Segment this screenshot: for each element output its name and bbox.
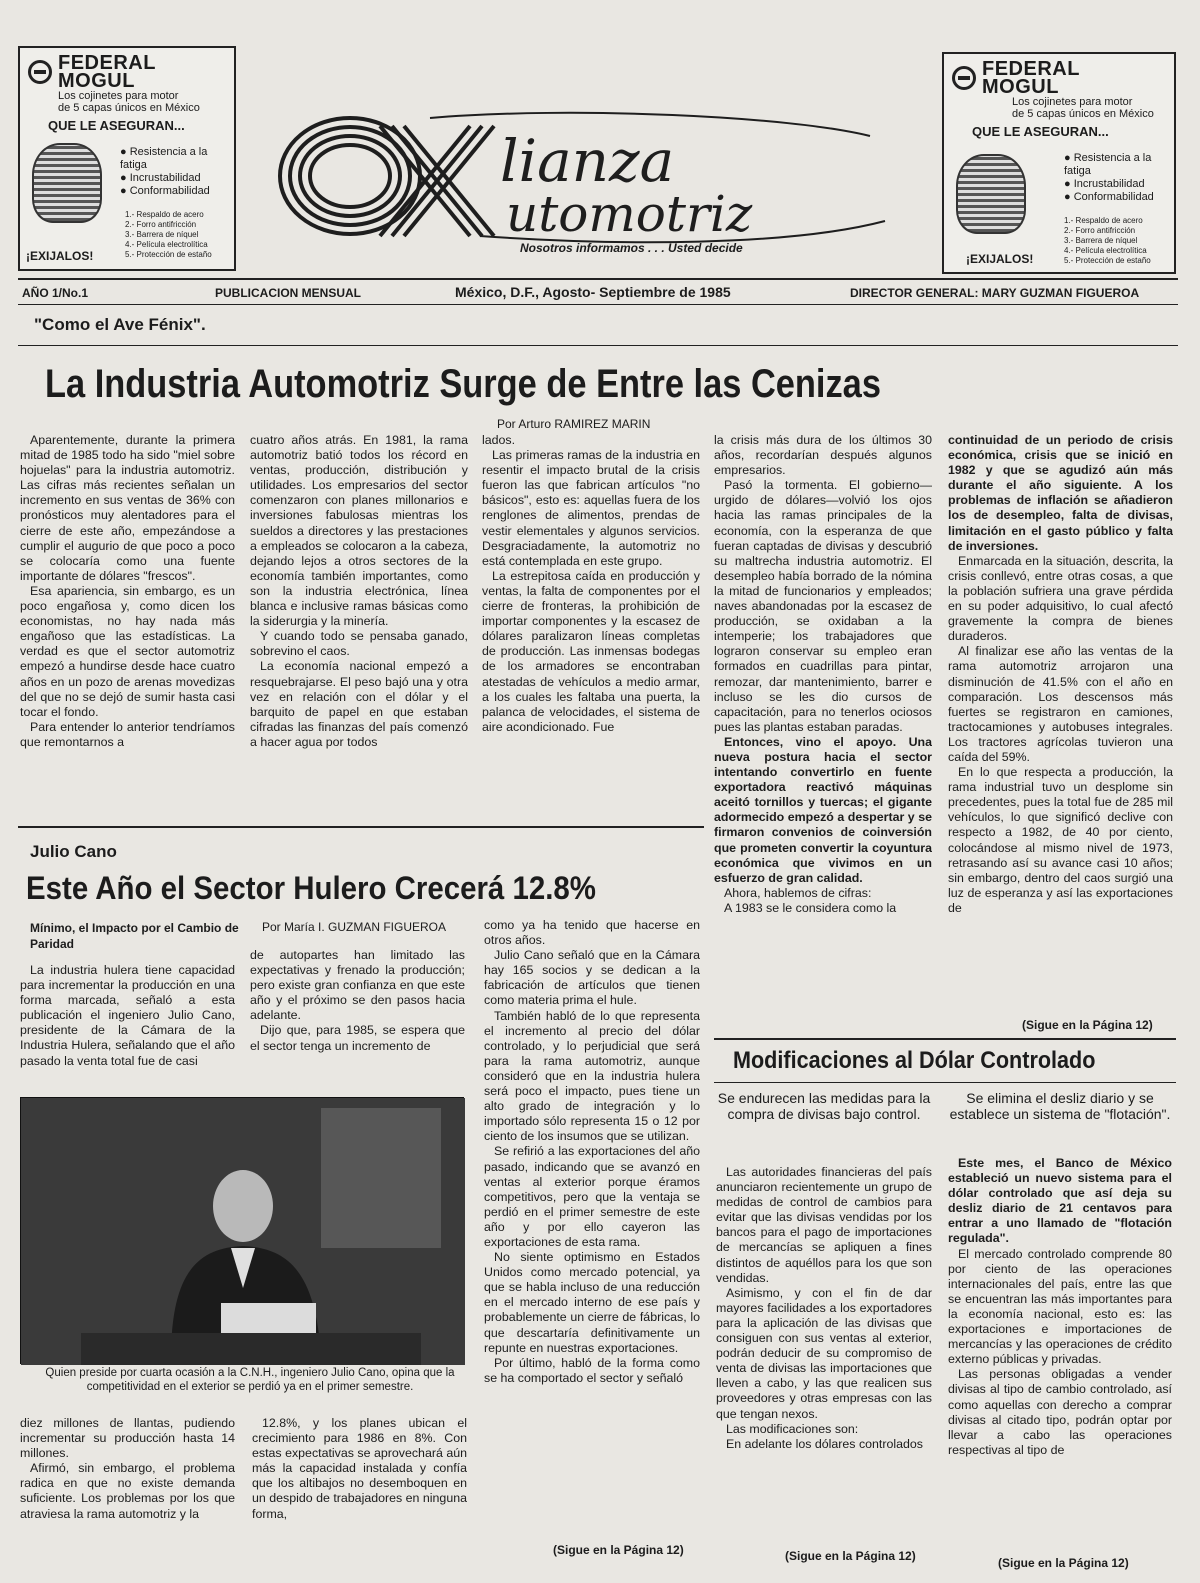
paragraph: diez millones de llantas, pudiendo incrementar su producción hasta 14 millones. <box>20 1416 235 1461</box>
third-top-rule <box>714 1038 1176 1040</box>
second-subhead: Mínimo, el Impacto por el Cambio de Paridad <box>30 921 239 951</box>
ad-feature: ● Incrustabilidad <box>120 172 225 185</box>
lead-column-1 <box>20 433 235 821</box>
ad-question: QUE LE ASEGURAN... <box>972 124 1109 139</box>
masthead-tagline: Nosotros informamos . . . Usted decide <box>520 241 743 255</box>
third-subhead-right: Se elimina el desliz diario y se establece un sistema de "flotación". <box>949 1090 1171 1122</box>
ad-brand-line1: FEDERAL <box>58 52 156 74</box>
paragraph: A 1983 se le considera como la <box>724 900 897 915</box>
paragraph: Este mes, el Banco de México estableció un nuevo sistema para el dólar controlado que así deja su desliz diario de 21 centavos para entrar a uno llamado de "flotación regulada". <box>948 1156 1172 1246</box>
ad-layer: 2.- Forro antifricción <box>1064 226 1136 235</box>
second-column-1b <box>20 1416 235 1566</box>
paragraph: Pasó la tormenta. El gobierno—urgido de dólares—volvió los ojos hacia las ramas principales de la economía, con la esperanza de que fueran captadas de divisas y descubrió su maltrecha industria automotriz. El desempleo había borrado de la nómina la mitad de funcionarios y empleados; naves abandonadas por la escasez de producción, se oxidaban a la intemperie; los trabajadores que lograron conservar su empleo eran formados en cuadrillas para pintar, remozar, dar mantenimiento, barrer e incluso se les dio cursos de capacitación, para no tenerlos ociosos pues las plantas estaban paradas. <box>714 478 932 734</box>
ad-tagline-2: de 5 capas únicos en México <box>1012 108 1154 120</box>
second-continued: (Sigue en la Página 12) <box>553 1543 684 1557</box>
ad-brand-line2: MOGUL <box>982 76 1059 98</box>
paragraph: Ahora, hablemos de cifras: <box>724 885 872 900</box>
ad-feature: ● Conformabilidad <box>1064 191 1169 204</box>
paragraph: Por último, habló de la forma como se ha comportado el sector y señaló <box>484 1355 700 1385</box>
paragraph: En adelante los dólares controlados <box>726 1436 924 1451</box>
ad-brand-line1: FEDERAL <box>982 58 1080 80</box>
director-credit: DIRECTOR GENERAL: MARY GUZMAN FIGUEROA <box>850 286 1140 300</box>
lead-column-3 <box>482 433 700 821</box>
ad-cta: ¡EXIJALOS! <box>26 249 94 263</box>
publication-frequency: PUBLICACION MENSUAL <box>215 286 361 300</box>
second-headline: Este Año el Sector Hulero Crecerá 12.8% <box>26 870 596 906</box>
paragraph: Las autoridades financieras del país anunciaron recientemente un grupo de medidas de control de cambios para evitar que las divisas vendidas por los bancos para el pago de importaciones de mercancías se apliquen a fines distintos de aquéllos para los que son vendidas. <box>716 1165 932 1285</box>
publication-date: México, D.F., Agosto- Septiembre de 1985 <box>455 284 731 300</box>
ad-layers <box>1064 216 1151 266</box>
paragraph: Dijo que, para 1985, se espera que el sector tenga un incremento de <box>250 1023 465 1053</box>
paragraph: La industria hulera tiene capacidad para incrementar la producción en una forma marcada, señaló a esta publicación el ingeniero Julio Cano, presidente de la Cámara de la Industria Hulera, señalando que el año pasado la venta total fue de casi <box>20 963 235 1068</box>
ad-layer: 2.- Forro antifricción <box>125 220 197 229</box>
second-kicker: Julio Cano <box>30 842 117 861</box>
paragraph: Esa apariencia, sin embargo, es un poco engañosa y, como dicen los economistas, no hay nada más engañoso que las estadísticas. La verdad es que el sector automotriz empezó a hundirse desde hace cuatro años en un pozo de arenas movedizas del que no se dejó de sumir hasta casi tocar el fondo. <box>20 583 235 719</box>
ad-feature: ● Resistencia a la fatiga <box>120 146 225 172</box>
photo-caption: Quien preside por cuarta ocasión a la C.N.H., ingeniero Julio Cano, opina que la competitividad en el exterior se perdió ya en el primer semestre. <box>45 1367 455 1393</box>
paragraph: Julio Cano señaló que en la Cámara hay 165 socios y se dedican a la fabricación de artículos que tienen como materia prima el hule. <box>484 948 700 1008</box>
paragraph: Y cuando todo se pensaba ganado, sobrevino el caos. <box>250 629 468 659</box>
masthead-line2: utomotriz <box>506 185 753 243</box>
kicker-rule <box>18 345 1178 346</box>
ad-cta: ¡EXIJALOS! <box>966 252 1034 266</box>
lead-byline: Por Arturo RAMIREZ MARIN <box>497 417 651 431</box>
photo-illustration <box>21 1098 465 1365</box>
ad-brand <box>952 60 1166 96</box>
paragraph: la crisis más dura de los últimos 30 años, recordarían después algunos empresarios. <box>714 433 932 478</box>
ad-brand-line2: MOGUL <box>58 70 135 92</box>
paragraph: 12.8%, y los planes ubican el crecimiento para 1986 en 8%. Con estas expectativas se aprovechará aún más la capacidad instalada y confía que los altibajos no desemboquen en un despido de trabajadores en ninguna forma, <box>252 1416 467 1521</box>
paragraph: Asimismo, y con el fin de dar mayores facilidades a los exportadores para la aplicación de las divisas que consiguen con sus ventas al exterior, podrán deducir de su compromiso de venta de divisas las importaciones que lleven a cabo, y las que realicen sus proveedores y otras empresas con las que tengan nexos. <box>716 1285 932 1421</box>
paragraph: En lo que respecta a producción, la rama industrial tuvo un desplome sin precedentes, pues la total fue de 285 mil vehículos, lo que significó declive con respecto a 1982, de 40 por ciento, colocándose al mismo nivel de 1973, retrasando así su avance casi 10 años; sin embargo, dentro del caos surgió una luz de esperanza y así las exportaciones de <box>948 765 1173 915</box>
lead-headline: La Industria Automotriz Surge de Entre las Cenizas <box>45 362 881 406</box>
bearing-icon <box>956 154 1026 234</box>
paragraph: cuatro años atrás. En 1981, la rama automotriz batió todos los récord en ventas, producción, distribución y utilidades. Los empresarios del sector comenzaron con planes millonarios e inversiones fabulosas mientras los sueldos a directores y las prestaciones a empleados se colocaron a la cabeza, dejando lejos a otros sectores de la economía también importantes, como son la industria electrónica, línea blanca e inclusive ramas básicas como la siderurgia y la minería. <box>250 433 468 629</box>
federal-mogul-logo-icon <box>28 60 52 84</box>
paragraph: Aparentemente, durante la primera mitad de 1985 todo ha sido "miel sobre hojuelas" para la industria automotriz. Las cifras más recientes señalan un incremento en sus ventas de 36% con pronósticos muy alentadores para el cierre de este año, empezándose a cumplir el augurio de que poco a poco se colocaría como una fuente importante de dólares "frescos". <box>20 433 235 583</box>
paragraph: continuidad de un periodo de crisis económica, crisis que se inició en 1982 y que se agudizó aún más durante el año siguiente. A los problemas de inflación se añadieron los de desempleo, falta de divisas, limitación en el gasto público y falta de inversiones. <box>948 433 1173 553</box>
ad-tagline-1: Los cojinetes para motor <box>1012 96 1133 108</box>
ad-brand <box>28 54 226 90</box>
ad-layer: 4.- Película electrolítica <box>125 240 208 249</box>
paragraph: Las modificaciones son: <box>726 1421 859 1436</box>
lead-column-4 <box>714 433 932 1029</box>
paragraph: de autopartes han limitado las expectativas y frenado la producción; pero existe gran confianza en que este año y el próximo se den pasos hacia adelante. <box>250 948 465 1023</box>
paragraph: Se refirió a las exportaciones del año pasado, indicando que se avanzó en ventas al exterior porque éramos competitivos, pero que la ventaja se perdió en el primer semestre de este año y por ello cayeron las exportaciones de esta rama. <box>484 1144 700 1249</box>
third-headline-rule <box>714 1082 1176 1083</box>
lead-column-2 <box>250 433 468 821</box>
ad-layer: 1.- Respaldo de acero <box>1064 216 1143 225</box>
paragraph: El mercado controlado comprende 80 por ciento de las operaciones internacionales del país, entre las que se encuentran las más importantes para la economía nacional, esto es: las exportaciones e importaciones de mercancías y las operaciones de crédito externo públicas y privadas. <box>948 1246 1172 1367</box>
paragraph: Afirmó, sin embargo, el problema radica en que no existe demanda suficiente. Los problemas por los que atraviesa la rama automotriz y la <box>20 1461 235 1521</box>
ad-layer: 3.- Barrera de níquel <box>125 230 199 239</box>
second-byline: Por María I. GUZMAN FIGUEROA <box>262 920 447 934</box>
ad-layer: 3.- Barrera de níquel <box>1064 236 1138 245</box>
third-column-1 <box>716 1165 932 1535</box>
ad-features <box>1064 152 1169 204</box>
top-rule <box>18 278 1178 280</box>
bearing-icon <box>32 143 102 223</box>
ad-features <box>120 146 225 198</box>
ad-feature: ● Incrustabilidad <box>1064 178 1169 191</box>
ad-right <box>942 52 1176 274</box>
ad-feature: ● Conformabilidad <box>120 185 225 198</box>
paragraph: La economía nacional empezó a resquebrajarse. El peso bajó una y otra vez en relación con el dólar y el barquito de papel en que estaban cifradas las finanzas del país comenzó a hacer agua por todos <box>250 659 468 749</box>
second-column-2 <box>250 948 465 1091</box>
paragraph: Enmarcada en la situación, descrita, la crisis conllevó, entre otras cosas, a que la población sufriera una grave pérdida en su poder adquisitivo, lo cual afectó gravemente la compra de bienes duraderos. <box>948 553 1173 644</box>
lead-continued: (Sigue en la Página 12) <box>1022 1018 1153 1032</box>
paragraph: Para entender lo anterior tendríamos que remontarnos a <box>20 719 235 749</box>
ad-layer: 1.- Respaldo de acero <box>125 210 204 219</box>
second-column-3 <box>484 918 700 1520</box>
third-headline: Modificaciones al Dólar Controlado <box>733 1047 1096 1074</box>
paragraph: Entonces, vino el apoyo. Una nueva postura hacia el sector intentando convertirlo en fuente exportadora reactivó máquinas aceitó tornillos y tuercas; el gigante adormecido empezó a despertar y se firmaron convenios de coinversión que prometen convertir la coyuntura económica que vivimos en un esfuerzo de gran calidad. <box>714 734 932 885</box>
paragraph: lados. <box>482 433 516 447</box>
ad-left <box>18 46 236 271</box>
paragraph: La estrepitosa caída en producción y ventas, la falta de componentes por el cierre de fronteras, la prohibición de importar componentes y la escasez de dólares paralizaron líneas completas de producción. Las inmensas bodegas de los armadores se encontraban atestadas de vehículos a medio armar, a los cuales les faltaba una puerta, la palanca de velocidades, el sistema de aire acondicionado. Fue <box>482 568 700 734</box>
paragraph: No siente optimismo en Estados Unidos como mercado potencial, ya que se habla incluso de una reducción en el mercado interno de ese país y probablemente un cierre de fábricas, lo que descartaría definitivamente un repunte en nuestras exportaciones. <box>484 1250 700 1355</box>
paragraph: como ya ha tenido que hacerse en otros años. <box>484 918 700 948</box>
ad-tagline-2: de 5 capas únicos en México <box>58 102 200 114</box>
ad-question: QUE LE ASEGURAN... <box>48 118 185 133</box>
third-column-2 <box>948 1156 1172 1551</box>
ad-layers <box>125 210 212 260</box>
paragraph: Las personas obligadas a vender divisas al tipo de cambio controlado, así como aquellas con derecho a comprar divisas al citado tipo, podrán optar por llevar a cabo las operaciones respectivas al tipo de <box>948 1367 1172 1457</box>
julio-cano-photo <box>20 1097 464 1364</box>
ad-layer: 5.- Protección de estaño <box>1064 256 1151 265</box>
third-subhead-left: Se endurecen las medidas para la compra de divisas bajo control. <box>717 1090 931 1122</box>
federal-mogul-logo-icon <box>952 66 976 90</box>
ad-layer: 5.- Protección de estaño <box>125 250 212 259</box>
ad-tagline-1: Los cojinetes para motor <box>58 90 179 102</box>
paragraph: Las primeras ramas de la industria en resentir el impacto brutal de la crisis fueron las que fabrican artículos "no básicos", esto es: aquellas fuera de los renglones de alimentos, prendas de vestir elementales y algunos servicios. Desgraciadamente, la automotriz no está contemplada en este grupo. <box>482 448 700 568</box>
ad-layer: 4.- Película electrolítica <box>1064 246 1147 255</box>
second-column-1 <box>20 963 235 1091</box>
paragraph: Al finalizar ese año las ventas de la rama automotriz arrojaron una disminución de 41.5% con el año en comparación. Los descensos más fuertes se registraron en camiones, tractocamiones y autobuses integrales. Los tractores agrícolas tuvieron una caída del 59%. <box>948 644 1173 764</box>
ad-feature: ● Resistencia a la fatiga <box>1064 152 1169 178</box>
lead-column-5 <box>948 433 1173 1013</box>
lead-kicker: "Como el Ave Fénix". <box>34 315 206 334</box>
info-rule <box>18 304 1178 305</box>
second-top-rule <box>18 826 704 828</box>
masthead-line1: lianza <box>500 127 675 195</box>
third-continued-left: (Sigue en la Página 12) <box>785 1549 916 1563</box>
issue-number: AÑO 1/No.1 <box>22 286 89 300</box>
paragraph: También habló de lo que representa el incremento al precio del dólar controlado, y lo perjudicial que será para la rama automotriz, aunque consideró que en la industria hulera será poco el impacto, pues tiene un alto grado de integración y lo importado sólo representa 15 o 12 por ciento de los insumos que se utilizan. <box>484 1008 700 1144</box>
third-continued-right: (Sigue en la Página 12) <box>998 1556 1129 1570</box>
second-column-2b <box>252 1416 467 1566</box>
